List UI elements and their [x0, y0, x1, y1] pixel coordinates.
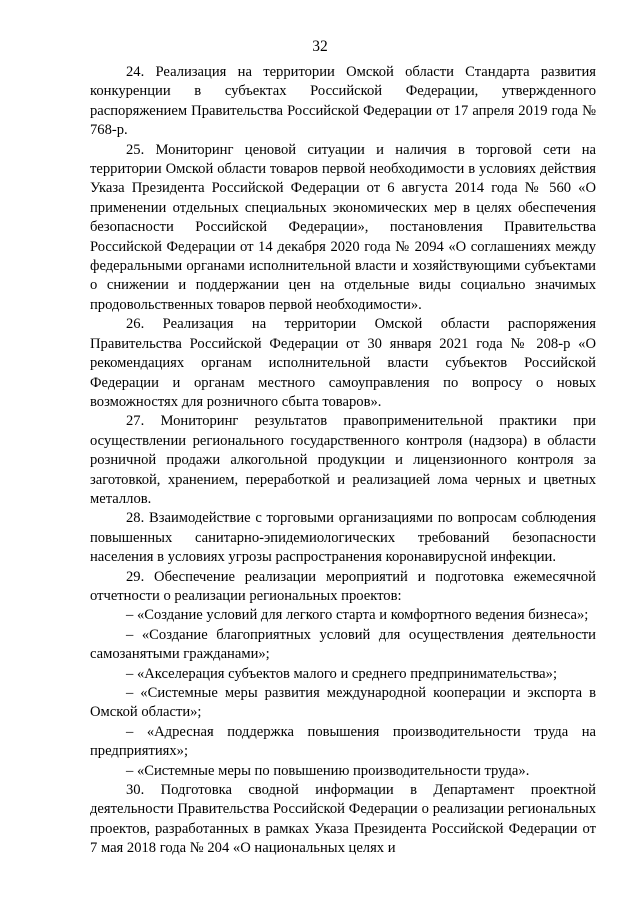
list-item-project-3: – «Акселерация субъектов малого и среднего предпринимательства»; — [126, 665, 557, 682]
document-body — [90, 63, 596, 859]
page-number: 32 — [312, 38, 328, 55]
paragraph-25: 25. Мониторинг ценовой ситуации и наличия в торговой сети на территории Омской области товаров первой необходимости в условиях действия Указа Президента Российской Федерации от 6 августа 2014 года № 560 «О применении отдельных специальных экономических мер в целях обеспечения безопасности Российской Федерации», постановления Правительства Российской Федерации от 14 декабря 2020 года № 2094 «О соглашениях между федеральными органами исполнительной власти и хозяйствующими субъектами о снижении и поддержании цен на отдельные виды социально значимых продовольственных товаров первой необходимости». — [90, 141, 596, 313]
paragraph-30: 30. Подготовка сводной информации в Департамент проектной деятельности Правительства Российской Федерации о реализации региональных проектов, разработанных в рамках Указа Президента Российской Федерации от 7 мая 2018 года № 204 «О национальных целях и — [90, 782, 596, 857]
paragraph-28: 28. Взаимодействие с торговыми организациями по вопросам соблюдения повышенных санитарно-эпидемиологических требований безопасности населения в условиях угрозы распространения коронавирусной инфекции. — [90, 510, 596, 566]
paragraph-26: 26. Реализация на территории Омской области распоряжения Правительства Российской Федерации от 30 января 2021 года № 208-р «О рекомендациях органам исполнительной власти субъектов Российской Федерации и органам местного самоуправления по вопросу о новых возможностях для розничного сбыта товаров». — [90, 316, 596, 410]
paragraph-24: 24. Реализация на территории Омской области Стандарта развития конкуренции в субъектах Российской Федерации, утвержденного распоряжением Правительства Российской Федерации от 17 апреля 2019 года № 768-р. — [90, 64, 596, 139]
list-item-project-2: – «Создание благоприятных условий для осуществления деятельности самозанятыми гражданами»; — [90, 626, 596, 663]
list-item-project-5: – «Адресная поддержка повышения производительности труда на предприятиях»; — [90, 723, 596, 760]
paragraph-27: 27. Мониторинг результатов правоприменительной практики при осуществлении регионального государственного контроля (надзора) в области розничной продажи алкогольной продукции и лицензионного контроля за заготовкой, хранением, переработкой и реализацией лома черных и цветных металлов. — [90, 413, 596, 507]
list-item-project-6: – «Системные меры по повышению производительности труда». — [126, 762, 530, 779]
list-item-project-1: – «Создание условий для легкого старта и комфортного ведения бизнеса»; — [126, 607, 589, 624]
paragraph-29: 29. Обеспечение реализации мероприятий и подготовка ежемесячной отчетности о реализации региональных проектов: — [90, 568, 596, 604]
list-item-project-4: – «Системные меры развития международной кооперации и экспорта в Омской области»; — [90, 685, 596, 721]
